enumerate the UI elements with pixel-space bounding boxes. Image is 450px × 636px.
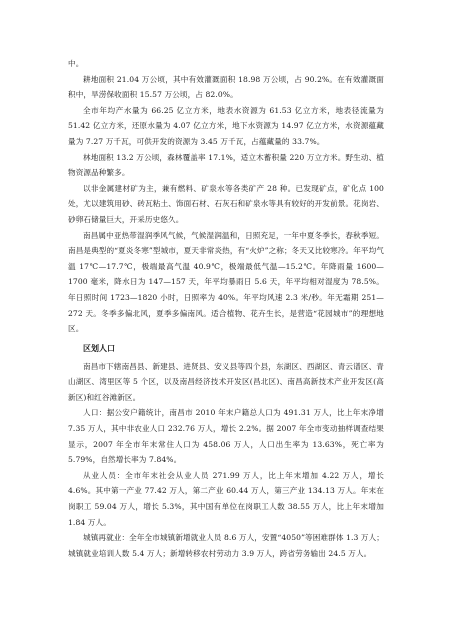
paragraph-employment: 从业人员：全市年末社会从业人员 271.99 万人，比上年末增加 4.22 万人，增长 4.6%。其中第一产业 77.42 万人，第二产业 60.44 万人，第三产业 134.13 万人。年末在岗职工 59.04 万人，增长 5.3%，其中国有单位在岗职工人数 38.55 万人，比上年末增加 1.84 万人。 (68, 470, 384, 527)
paragraph-population: 人口：据公安户籍统计，南昌市 2010 年末户籍总人口为 491.31 万人，比上年末净增 7.35 万人，其中非农业人口 232.76 万人，增长 2.2%。据 2007 年全市变动抽样调查结果显示，2007 年全市年末常住人口为 458.06 万人，人口出生率为 13.63%，死亡率为 5.79%，自然增长率为 7.84%。 (68, 408, 384, 465)
document-body (68, 56, 384, 561)
paragraph-continuation: 中。 (68, 59, 84, 68)
paragraph-forest: 林地面积 13.2 万公顷，森林覆盖率 17.1%，适立木蓄积量 220 万立方米。野生动、植物资源品种繁多。 (68, 152, 384, 178)
section-heading: 区划人口 (83, 343, 115, 353)
paragraph-reemployment: 城镇再就业：全年全市城镇新增就业人员 8.6 万人，安置“4050”等困难群体 1.3 万人；城镇就业培训人数 5.4 万人；新增转移农村劳动力 3.9 万人，跨省劳务输出 24.5 万人。 (68, 533, 385, 558)
paragraph-water-resources: 全市年均产水量为 66.25 亿立方米，地表水资源为 61.53 亿立方米，地表径流量为 51.42 亿立方米，还原水量为 4.07 亿立方米，地下水资源为 14.97 亿立方米，水资源蕴藏量为 7.27 万千瓦，可供开发的资源为 3.45 万千瓦，占蕴藏量的 33.7%。 (68, 105, 384, 146)
paragraph-districts: 南昌市下辖南昌县、新建县、进贤县、安义县等四个县，东湖区、西湖区、青云谱区、青山湖区、湾里区等 5 个区，以及南昌经济技术开发区(昌北区)、南昌高新技术产业开发区(高新区)和红谷滩新区。 (68, 361, 384, 402)
paragraph-climate: 南昌属中亚热带湿润季风气候，气候湿润温和，日照充足，一年中夏冬季长，春秋季短。南昌是典型的“夏炎冬寒”型城市，夏天非常炎热，有“火炉”之称；冬天又比较寒冷。年平均气温 17℃—17.7℃，极端最高气温 40.9℃，极端最低气温—15.2℃。年降雨量 1600—1700 毫米，降水日为 147—157 天，年平均暴雨日 5.6 天，年平均相对湿度为 78.5%。年日照时间 1723—1820 小时，日照率为 40%。年平均风速 2.3 米/秒。年无霜期 251—272 天。冬季多偏北风，夏季多偏南风。适合植物、花卉生长，是营造“花园城市”的理想地区。 (68, 230, 384, 334)
paragraph-farmland: 耕地面积 21.04 万公顷，其中有效灌溉面积 18.98 万公顷，占 90.2%。在有效灌溉面积中，旱涝保收面积 15.57 万公顷，占 82.0%。 (68, 74, 384, 100)
paragraph-minerals: 以非金属建材矿为主，兼有燃料、矿泉水等各类矿产 28 种。已发现矿点，矿化点 100 处，尤以建筑用砂、砖瓦粘土、饰面石材、石灰石和矿泉水等具有较好的开发前景。花岗岩、砂卵石储量巨大，开采历史悠久。 (68, 183, 384, 224)
